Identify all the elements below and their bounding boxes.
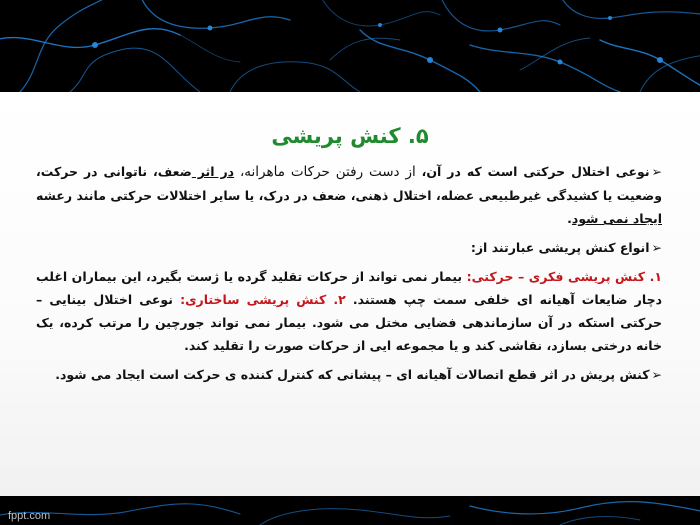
definition-body: ضعف، ناتوانی در حرکت، وضعیت یا کشیدگی غیرطبیعی عضله، اختلال ذهنی، ضعف در درک، یا سایر اختلالات حرکتی مانند رعشه (36, 164, 662, 203)
paragraph-types-list (36, 265, 662, 357)
paragraph-cause (36, 363, 662, 386)
footer-credit: fppt.com (8, 510, 51, 522)
slide-title: ۵. کنش پریشی (271, 124, 429, 148)
type-1-heading: ۱. کنش پریشی فکری – حرکتی: (466, 269, 662, 284)
bullet-arrow-icon: ➢ (651, 240, 662, 255)
bullet-arrow-icon: ➢ (651, 367, 662, 382)
definition-lead: نوعی اختلال حرکتی است که در آن، (421, 164, 650, 179)
definition-underlined-cause: در اثر (191, 164, 235, 179)
type-1-description: بیمار نمی تواند از حرکات تقلید گرده یا ژست بگیرد، این بیماران اغلب دچار ضایعات آهیانه ای خلفی سمت چپ هستند. (36, 269, 662, 307)
type-2-description: نوعی اختلال بینایی – حرکتی استکه در آن سازماندهی فضایی مختل می شود. بیمار نمی تواند جورچین را مرتب کرده، یک خانه درختی بسازد، نقاشی کند و یا مجموعه ایی از حرکات صورت را تقلید کند. (36, 292, 662, 353)
neuron-network-image (0, 0, 700, 92)
paragraph-types-intro (36, 236, 662, 259)
types-intro-text: انواع کنش پریشی عبارتند از: (470, 240, 650, 255)
definition-underlined-conclusion: ایجاد نمی شود (571, 211, 662, 226)
bullet-arrow-icon: ➢ (651, 164, 662, 179)
decorative-neuron-banner (0, 0, 700, 92)
cause-text: کنش پریش در اثر قطع اتصالات آهیانه ای – پیشانی که کنترل کننده ی حرکت است ایجاد می شود. (55, 367, 650, 382)
neuron-network-footer-image (0, 496, 700, 525)
slide-body (36, 160, 662, 392)
paragraph-definition (36, 160, 662, 230)
definition-regular-text: از دست رفتن حرکات ماهرانه، (234, 164, 422, 180)
type-2-heading: ۲. کنش پریشی ساختاری: (180, 292, 346, 307)
definition-end-punctuation: . (567, 211, 572, 226)
decorative-neuron-footer (0, 496, 700, 525)
